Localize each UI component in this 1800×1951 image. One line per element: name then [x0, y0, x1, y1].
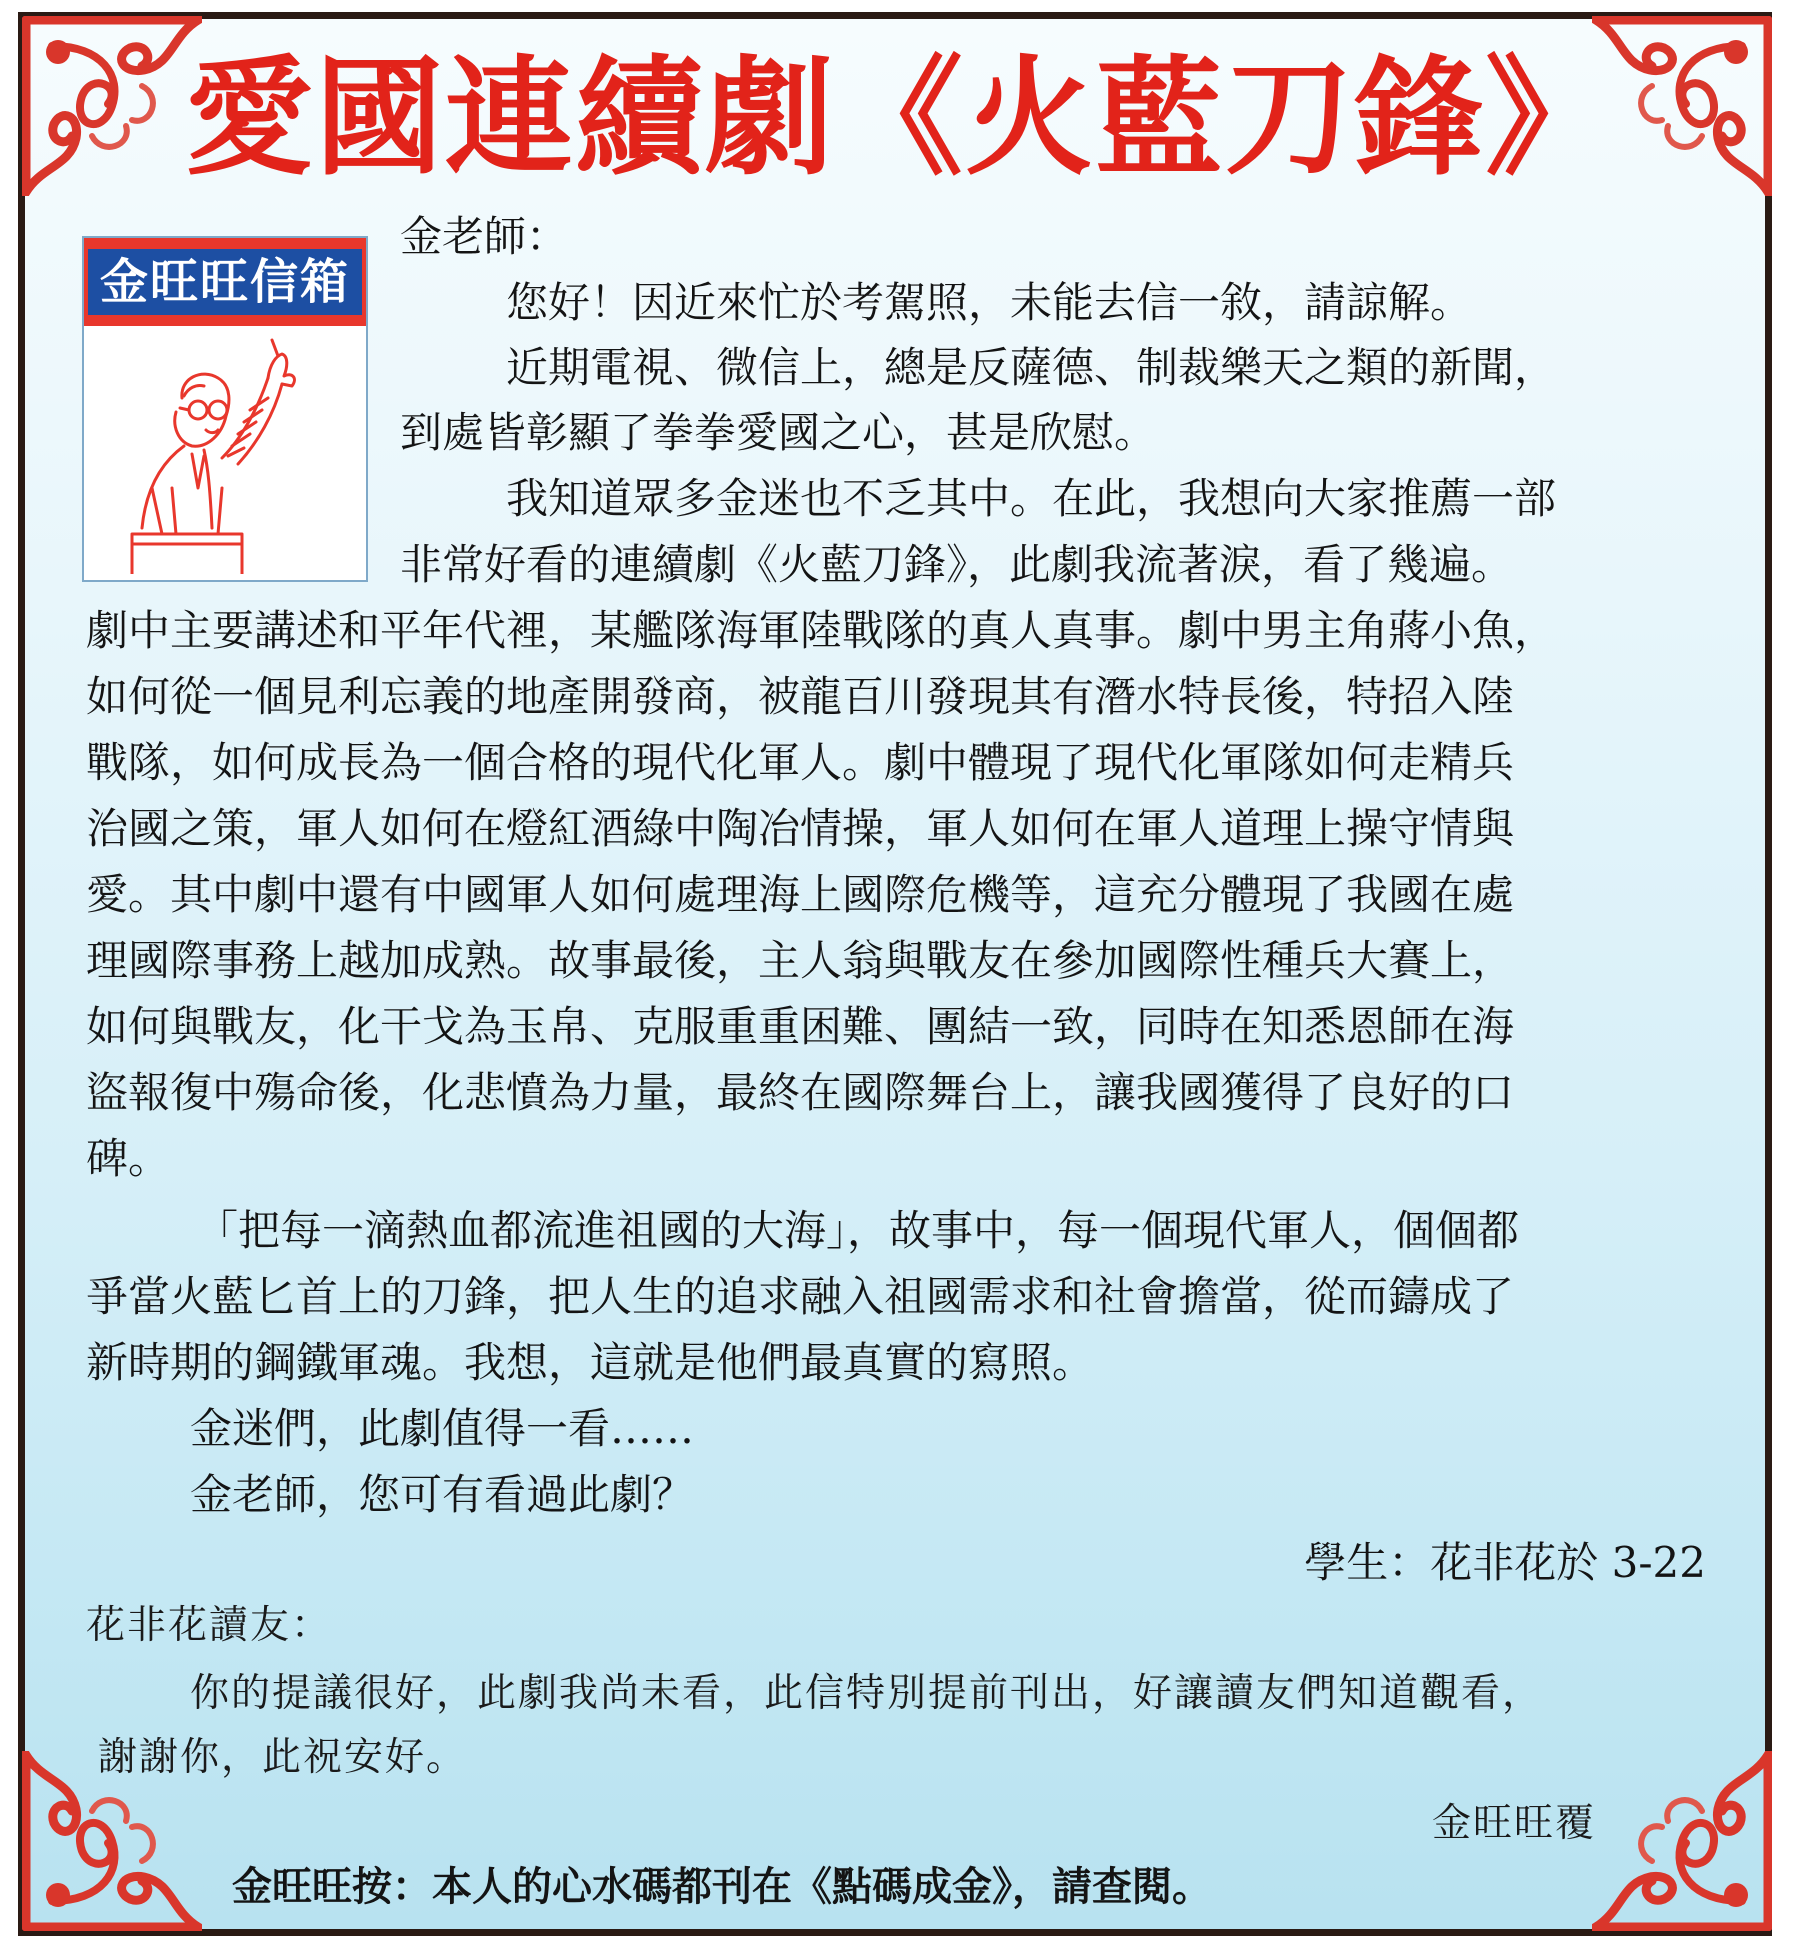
mailbox-logo: [82, 236, 368, 582]
reply-salutation: 花非花讀友：: [86, 1603, 333, 1648]
letter-line: 金迷們，此劇值得一看……: [190, 1404, 695, 1453]
letter-line: 近期電視、微信上，總是反薩德、制裁樂天之類的新聞，: [506, 343, 1557, 392]
reply-line: 謝謝你，此祝安好。: [98, 1735, 468, 1780]
letter-line: 理國際事務上越加成熟。故事最後，主人翁與戰友在參加國際性種兵大賽上，: [86, 936, 1515, 985]
mailbox-label-banner: [84, 238, 366, 326]
letter-line: 新時期的鋼鐵軍魂。我想，這就是他們最真實的寫照。: [86, 1338, 1095, 1387]
letter-line: 非常好看的連續劇《火藍刀鋒》，此劇我流著淚，看了幾遍。: [400, 540, 1514, 589]
letter-line: 我知道眾多金迷也不乏其中。在此，我想向大家推薦一部: [506, 474, 1557, 523]
mailbox-label: 金旺旺信箱: [88, 249, 362, 315]
letter-line: 愛。其中劇中還有中國軍人如何處理海上國際危機等，這充分體現了我國在處: [86, 870, 1515, 919]
letter-line: 戰隊，如何成長為一個合格的現代化軍人。劇中體現了現代化軍隊如何走精兵: [86, 738, 1515, 787]
reply-signature: 金旺旺覆: [1432, 1801, 1597, 1846]
letter-line: 如何與戰友，化干戈為玉帛、克服重重困難、團結一致，同時在知悉恩師在海: [86, 1002, 1515, 1051]
letter-salutation: 金老師：: [400, 212, 569, 261]
reply-line: 你的提議很好，此劇我尚未看，此信特別提前刊出，好讓讀友們知道觀看，: [190, 1671, 1544, 1716]
letter-line: 治國之策，軍人如何在燈紅酒綠中陶冶情操，軍人如何在軍人道理上操守情與: [86, 804, 1515, 853]
letter-line: 金老師，您可有看過此劇？: [190, 1470, 695, 1519]
corner-ornament-bottom-right: [1592, 1751, 1772, 1931]
letter-line: 您好！因近來忙於考駕照，未能去信一敘，請諒解。: [506, 278, 1473, 327]
letter-line: 到處皆彰顯了拳拳愛國之心，甚是欣慰。: [400, 408, 1157, 457]
letter-line: 「把每一滴熱血都流進祖國的大海」，故事中，每一個現代軍人，個個都: [196, 1206, 1520, 1255]
teacher-illustration: [92, 338, 358, 574]
page-title: 愛國連續劇《火藍刀鋒》: [184, 44, 1615, 193]
letter-line: 爭當火藍匕首上的刀鋒，把人生的追求融入祖國需求和社會擔當，從而鑄成了: [86, 1272, 1515, 1321]
letter-line: 碑。: [86, 1134, 171, 1183]
letter-signature: 學生：花非花於 3-22: [1304, 1538, 1706, 1587]
letter-line: 劇中主要講述和平年代裡，某艦隊海軍陸戰隊的真人真事。劇中男主角蔣小魚，: [86, 606, 1557, 655]
letter-line: 盜報復中殤命後，化悲憤為力量，最終在國際舞台上，讓我國獲得了良好的口: [86, 1068, 1515, 1117]
footer-note: 金旺旺按：本人的心水碼都刊在《點碼成金》，請查閱。: [232, 1864, 1212, 1910]
letter-line: 如何從一個見利忘義的地產開發商，被龍百川發現其有潛水特長後，特招入陸: [86, 672, 1515, 721]
